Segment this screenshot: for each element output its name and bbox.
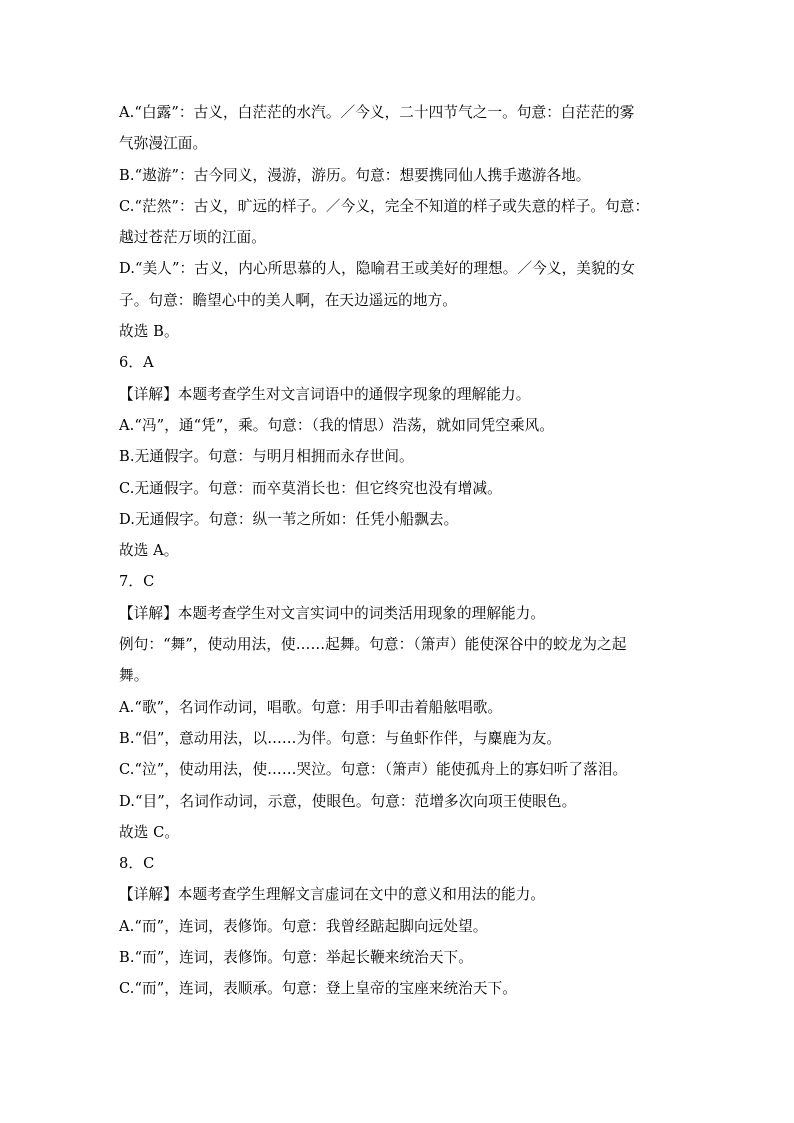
question-number: 7．C bbox=[119, 573, 155, 591]
answer-choice-line: 故选 C。 bbox=[119, 823, 180, 841]
text-line: 子。句意：瞻望心中的美人啊，在天边遥远的地方。 bbox=[119, 291, 457, 309]
text-line: A.“冯”，通“凭”，乘。句意：（我的情思）浩荡，就如同凭空乘风。 bbox=[119, 416, 555, 434]
text-line: 气弥漫江面。 bbox=[119, 135, 208, 153]
text-line: D.无通假字。句意：纵一苇之所如：任凭小船飘去。 bbox=[119, 510, 459, 528]
question-number: 8．C bbox=[119, 855, 155, 873]
text-line: B.“而”，连词，表修饰。句意：举起长鞭来统治天下。 bbox=[119, 949, 473, 967]
explanation-heading: 【详解】本题考查学生对文言词语中的通假字现象的理解能力。 bbox=[119, 385, 531, 403]
text-line: B.“遨游”：古今同义，漫游，游历。句意：想要携同仙人携手遨游各地。 bbox=[119, 166, 591, 184]
text-line: B.无通假字。句意：与明月相拥而永存世间。 bbox=[119, 448, 414, 466]
text-line: A.“白露”：古义，白茫茫的水汽。／今义，二十四节气之一。句意：白茫茫的雾 bbox=[119, 104, 635, 121]
answer-choice-line: 故选 A。 bbox=[119, 542, 179, 560]
text-line: D.“目”，名词作动词，示意，使眼色。句意：范增多次向项王使眼色。 bbox=[119, 792, 577, 810]
answer-choice-line: 故选 B。 bbox=[119, 323, 179, 341]
text-line: 例句：“舞”，使动用法，使……起舞。句意：（箫声）能使深谷中的蛟龙为之起 bbox=[119, 636, 627, 654]
question-number: 6．A bbox=[119, 354, 154, 372]
text-line: D.“美人”：古义，内心所思慕的人，隐喻君王或美好的理想。／今义，美貌的女 bbox=[119, 260, 636, 278]
text-line: C.“泣”，使动用法，使……哭泣。句意：（箫声）能使孤舟上的寡妇听了落泪。 bbox=[119, 761, 628, 779]
text-line: C.无通假字。句意：而卒莫消长也：但它终究也没有增减。 bbox=[119, 479, 502, 497]
text-line: B.“侣”，意动用法，以……为伴。句意：与鱼虾作伴，与麋鹿为友。 bbox=[119, 729, 562, 747]
text-line: A.“而”，连词，表修饰。句意：我曾经踮起脚向远处望。 bbox=[119, 917, 488, 935]
text-line: C.“茫然”：古义，旷远的样子。／今义，完全不知道的样子或失意的样子。句意： bbox=[119, 197, 650, 215]
explanation-heading: 【详解】本题考查学生理解文言虚词在文中的意义和用法的能力。 bbox=[119, 886, 546, 904]
answer-text-body bbox=[119, 97, 679, 1005]
text-line: C.“而”，连词，表顺承。句意：登上皇帝的宝座来统治天下。 bbox=[119, 980, 517, 998]
text-line: A.“歌”，名词作动词，唱歌。句意：用手叩击着船舷唱歌。 bbox=[119, 698, 503, 716]
text-line: 越过苍茫万顷的江面。 bbox=[119, 229, 266, 247]
explanation-heading: 【详解】本题考查学生对文言实词中的词类活用现象的理解能力。 bbox=[119, 604, 546, 622]
text-line: 舞。 bbox=[119, 667, 149, 685]
